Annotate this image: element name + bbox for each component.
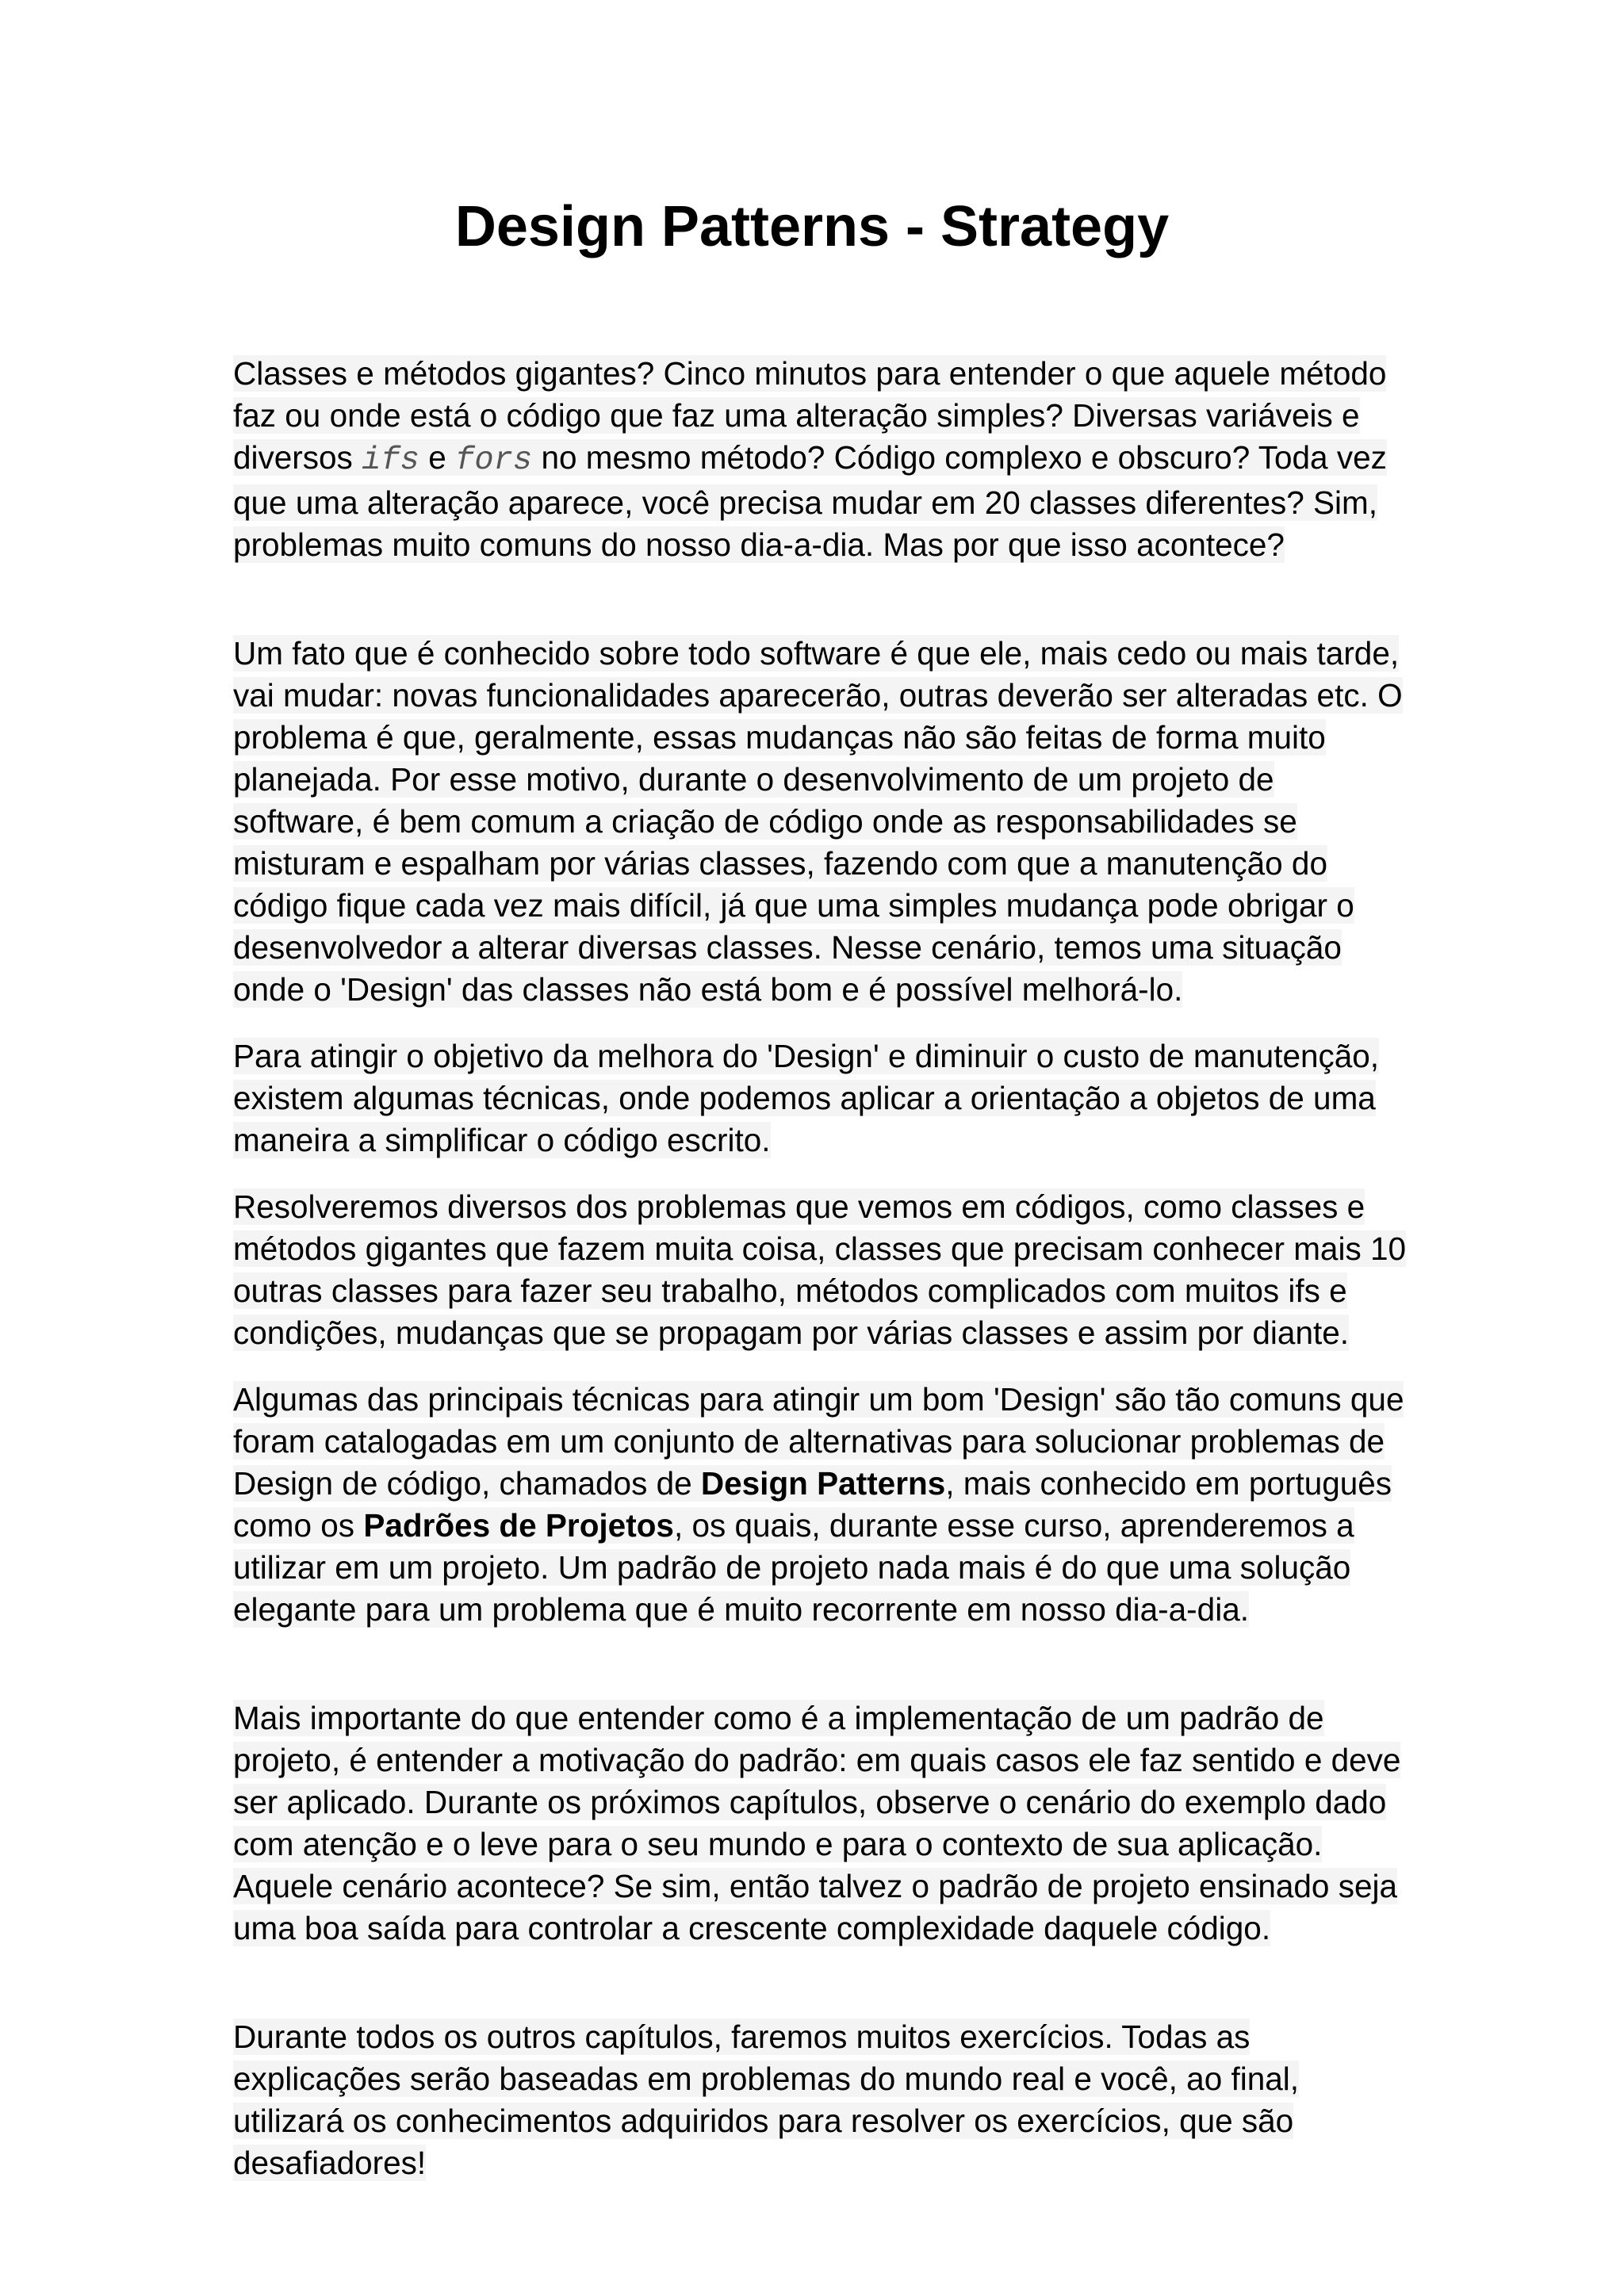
paragraph-patterns-text bbox=[233, 1381, 1404, 1628]
paragraph-intro bbox=[233, 353, 1407, 566]
paragraph-change-text: Um fato que é conhecido sobre todo software é que ele, mais cedo ou mais tarde, vai mudar: novas funcionalidades aparecerão, outras deverão ser alteradas etc. O problema é que, geralmente, essas mudanças não são feitas de forma muito planejada. Por esse motivo, durante o desenvolvimento de um projeto de software, é bem comum a criação de código onde as responsabilidades se misturam e espalham por várias classes, fazendo com que a manutenção do código fique cada vez mais difícil, já que uma simples mudança pode obrigar o desenvolvedor a alterar diversas classes. Nesse cenário, temos uma situação onde o 'Design' das classes não está bom e é possível melhorá-lo. bbox=[233, 635, 1403, 1008]
paragraph-intro-text bbox=[233, 355, 1387, 563]
paragraph-exercises-text: Durante todos os outros capítulos, faremos muitos exercícios. Todas as explicações serão baseadas em problemas do mundo real e você, ao final, utilizará os conhecimentos adquiridos para resolver os exercícios, que são desafiadores! bbox=[233, 2019, 1300, 2181]
bold-design-patterns: Design Patterns bbox=[700, 1465, 946, 1502]
paragraph-techniques-text: Para atingir o objetivo da melhora do 'Design' e diminuir o custo de manutenção, existem algumas técnicas, onde podemos aplicar a orientação a objetos de uma maneira a simplificar o código escrito. bbox=[233, 1038, 1380, 1158]
paragraph-change bbox=[233, 633, 1407, 1011]
paragraph-problems bbox=[233, 1186, 1407, 1354]
code-ifs: ifs bbox=[362, 442, 419, 479]
paragraph-patterns bbox=[233, 1379, 1407, 1631]
intro-text-part-2: e bbox=[419, 439, 456, 476]
intro-text-part-1: Classes e métodos gigantes? Cinco minutos para entender o que aquele método faz ou onde está o código que faz uma alteração simples? Diversas variáveis e diversos bbox=[233, 355, 1387, 476]
paragraph-techniques bbox=[233, 1035, 1407, 1161]
patterns-text-part-3: , os quais, durante esse curso, aprenderemos a utilizar em um projeto. Um padrão de projeto nada mais é do que uma solução elegante para um problema que é muito recorrente em nosso dia-a-dia. bbox=[233, 1507, 1354, 1628]
paragraph-motivation-text: Mais importante do que entender como é a implementação de um padrão de projeto, é entender a motivação do padrão: em quais casos ele faz sentido e deve ser aplicado. Durante os próximos capítulos, observe o cenário do exemplo dado com atenção e o leve para o seu mundo e para o contexto de sua aplicação. Aquele cenário acontece? Se sim, então talvez o padrão de projeto ensinado seja uma boa saída para controlar a crescente complexidade daquele código. bbox=[233, 1700, 1401, 1946]
paragraph-motivation bbox=[233, 1697, 1407, 1950]
patterns-text-part-2: , mais conhecido em português como os bbox=[233, 1465, 1392, 1544]
paragraph-exercises bbox=[233, 2016, 1407, 2184]
patterns-text-part-1: Algumas das principais técnicas para atingir um bom 'Design' são tão comuns que foram catalogadas em um conjunto de alternativas para solucionar problemas de Design de código, chamados de bbox=[233, 1381, 1404, 1502]
document-body bbox=[233, 353, 1407, 2184]
paragraph-problems-text: Resolveremos diversos dos problemas que vemos em códigos, como classes e métodos gigantes que fazem muita coisa, classes que precisam conhecer mais 10 outras classes para fazer seu trabalho, métodos complicados com muitos ifs e condições, mudanças que se propagam por várias classes e assim por diante. bbox=[233, 1188, 1407, 1351]
page-title: Design Patterns - Strategy bbox=[454, 195, 1170, 258]
code-fors: fors bbox=[455, 442, 533, 479]
bold-padroes-de-projetos: Padrões de Projetos bbox=[363, 1507, 674, 1544]
intro-text-part-3: no mesmo método? Código complexo e obscuro? Toda vez que uma alteração aparece, você precisa mudar em 20 classes diferentes? Sim, problemas muito comuns do nosso dia-a-dia. Mas por que isso acontece? bbox=[233, 439, 1387, 563]
